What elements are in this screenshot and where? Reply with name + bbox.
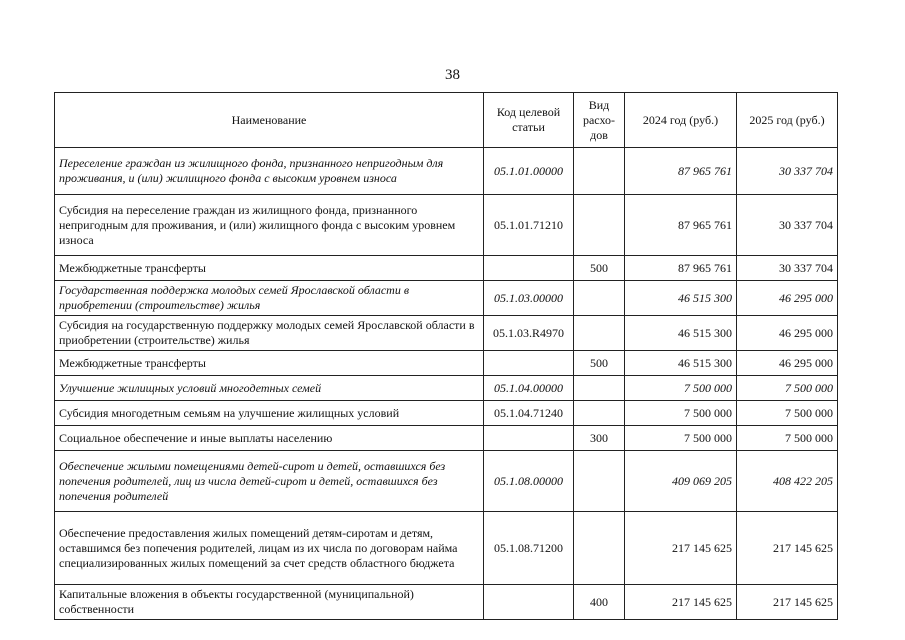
row-amount-2024: 7 500 000 [625,376,737,401]
header-year-2025: 2025 год (руб.) [737,93,838,148]
table-row [55,451,838,512]
header-type: Вид расхо-дов [574,93,625,148]
table-row [55,256,838,281]
table-row [55,316,838,351]
row-type [574,512,625,585]
row-name: Государственная поддержка молодых семей Ярославской области в приобретении (строительстве) жилья [55,281,484,316]
page-number: 38 [445,67,460,83]
row-amount-2025: 7 500 000 [737,426,838,451]
row-amount-2025: 7 500 000 [737,376,838,401]
row-amount-2025: 46 295 000 [737,351,838,376]
table-row [55,585,838,620]
header-code: Код целевой статьи [484,93,574,148]
row-code [484,256,574,281]
row-amount-2025: 46 295 000 [737,281,838,316]
table-row [55,148,838,195]
row-amount-2025: 217 145 625 [737,512,838,585]
row-code: 05.1.03.00000 [484,281,574,316]
row-amount-2025: 7 500 000 [737,401,838,426]
row-name: Обеспечение предоставления жилых помещений детям-сиротам и детям, оставшимся без попечения родителей, лицам из их числа по договорам найма специализированных жилых помещений за счет средств областного бюджета [55,512,484,585]
row-code: 05.1.04.00000 [484,376,574,401]
row-name: Межбюджетные трансферты [55,256,484,281]
table-row [55,512,838,585]
row-name: Капитальные вложения в объекты государственной (муниципальной) собственности [55,585,484,620]
row-amount-2024: 217 145 625 [625,512,737,585]
row-code: 05.1.03.R4970 [484,316,574,351]
row-amount-2025: 30 337 704 [737,195,838,256]
header-name: Наименование [55,93,484,148]
table-row [55,351,838,376]
row-amount-2024: 409 069 205 [625,451,737,512]
row-type: 300 [574,426,625,451]
row-name: Переселение граждан из жилищного фонда, признанного непригодным для проживания, и (или) жилищного фонда с высоким уровнем износа [55,148,484,195]
row-type: 500 [574,256,625,281]
row-code: 05.1.01.71210 [484,195,574,256]
row-amount-2024: 87 965 761 [625,195,737,256]
row-amount-2025: 217 145 625 [737,585,838,620]
row-amount-2024: 46 515 300 [625,316,737,351]
row-name: Межбюджетные трансферты [55,351,484,376]
table-row [55,426,838,451]
table-row [55,376,838,401]
row-type [574,401,625,426]
row-code: 05.1.08.00000 [484,451,574,512]
row-name: Субсидия на государственную поддержку молодых семей Ярославской области в приобретении (строительстве) жилья [55,316,484,351]
table-header-row [55,93,838,148]
header-year-2024: 2024 год (руб.) [625,93,737,148]
row-name: Обеспечение жилыми помещениями детей-сирот и детей, оставшихся без попечения родителей, лиц из числа детей-сирот и детей, оставшихся без попечения родителей [55,451,484,512]
row-amount-2025: 408 422 205 [737,451,838,512]
row-code [484,585,574,620]
row-amount-2024: 217 145 625 [625,585,737,620]
row-type [574,148,625,195]
row-type [574,316,625,351]
row-amount-2025: 46 295 000 [737,316,838,351]
row-amount-2025: 30 337 704 [737,148,838,195]
table-row [55,195,838,256]
row-code [484,351,574,376]
table-row [55,281,838,316]
budget-table [54,92,838,620]
row-type [574,195,625,256]
row-type [574,376,625,401]
row-amount-2024: 87 965 761 [625,148,737,195]
row-code: 05.1.08.71200 [484,512,574,585]
row-amount-2024: 87 965 761 [625,256,737,281]
row-name: Улучшение жилищных условий многодетных семей [55,376,484,401]
row-type [574,451,625,512]
row-name: Субсидия многодетным семьям на улучшение жилищных условий [55,401,484,426]
row-code: 05.1.01.00000 [484,148,574,195]
row-amount-2024: 7 500 000 [625,426,737,451]
row-code [484,426,574,451]
row-type [574,281,625,316]
row-amount-2024: 7 500 000 [625,401,737,426]
row-amount-2024: 46 515 300 [625,351,737,376]
row-name: Социальное обеспечение и иные выплаты населению [55,426,484,451]
row-name: Субсидия на переселение граждан из жилищного фонда, признанного непригодным для проживания, и (или) жилищного фонда с высоким уровнем износа [55,195,484,256]
row-code: 05.1.04.71240 [484,401,574,426]
row-type: 500 [574,351,625,376]
row-amount-2025: 30 337 704 [737,256,838,281]
table-row [55,401,838,426]
row-type: 400 [574,585,625,620]
row-amount-2024: 46 515 300 [625,281,737,316]
